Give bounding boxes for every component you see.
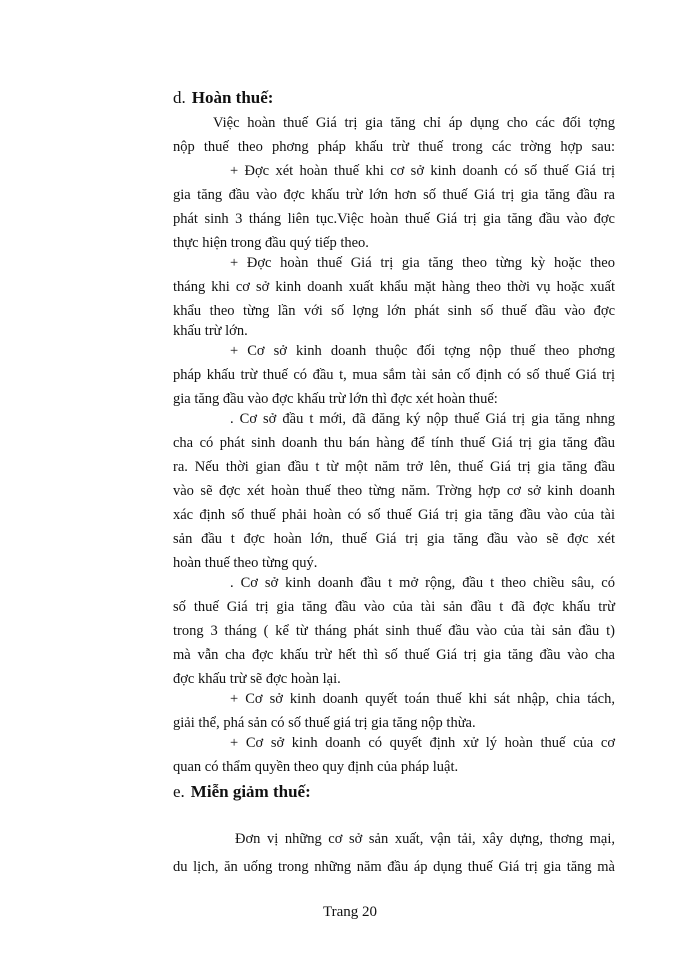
section-e-line: Đơn vị những cơ sở sản xuất, vận tải, xây dựng, thơng mại, [235, 831, 615, 847]
section-d-line: khẩu theo từng lần với số lợng lớn phát sinh số thuế đầu vào đợc [173, 303, 615, 319]
section-d-line: hoàn thuế theo từng quý. [173, 555, 318, 571]
section-d-line: Việc hoàn thuế Giá trị gia tăng chỉ áp dụng cho các đối tợng [213, 115, 615, 131]
page-number: Trang 20 [322, 904, 378, 920]
section-d-line: phát sinh 3 tháng liên tục.Việc hoàn thuế Giá trị gia tăng đầu vào đợc [173, 211, 615, 227]
section-d-line: gia tăng đầu vào đợc khấu trừ lớn hơn số thuế Giá trị gia tăng đầu ra [173, 187, 615, 203]
section-d-line: nộp thuế theo phơng pháp khấu trừ thuế trong các trờng hợp sau: [173, 139, 615, 155]
section-d-line: xác định số thuế phải hoàn có số thuế Giá trị gia tăng đầu vào của tài [173, 507, 615, 523]
section-d-line: vào sẽ đợc xét hoàn thuế theo từng năm. Trờng hợp cơ sở kinh doanh [173, 483, 615, 499]
section-d-line: . Cơ sở đầu t mới, đã đăng ký nộp thuế Giá trị gia tăng nhng [230, 411, 615, 427]
section-d-line: pháp khấu trừ thuế có đầu t, mua sắm tài sản cố định có số thuế Giá trị [173, 367, 615, 383]
section-d-heading [173, 88, 273, 108]
section-e-line: du lịch, ăn uống trong những năm đầu áp dụng thuế Giá trị gia tăng mà [173, 859, 615, 875]
section-d-line: + Đợc hoàn thuế Giá trị gia tăng theo từng kỳ hoặc theo [230, 255, 615, 271]
section-d-line: ra. Nếu thời gian đầu t từ một năm trở lên, thuế Giá trị gia tăng đầu [173, 459, 615, 475]
section-d-line: tháng khi cơ sở kinh doanh xuất khẩu mặt hàng theo thời vụ hoặc xuất [173, 279, 615, 295]
section-d-title: Hoàn thuế: [191, 88, 274, 107]
section-d-line: giải thể, phá sản có số thuế giá trị gia tăng nộp thừa. [173, 715, 476, 731]
section-d-line: trong 3 tháng ( kể từ tháng phát sinh thuế đầu vào của tài sản đầu t) [173, 623, 615, 639]
section-d-line: gia tăng đầu vào đợc khấu trừ lớn thì đợc xét hoàn thuế: [173, 391, 498, 407]
section-d-line: cha có phát sinh doanh thu bán hàng để tính thuế Giá trị gia tăng đầu [173, 435, 615, 451]
section-d-line: + Cơ sở kinh doanh quyết toán thuế khi sát nhập, chia tách, [230, 691, 615, 707]
section-e-heading [173, 782, 311, 802]
section-d-line: + Đợc xét hoàn thuế khi cơ sở kinh doanh có số thuế Giá trị [230, 163, 615, 179]
section-d-line: số thuế Giá trị gia tăng đầu vào của tài sản đầu t đã đợc khấu trừ [173, 599, 615, 615]
section-e-marker: e. [173, 782, 185, 801]
section-d-line: đợc khấu trừ sẽ đợc hoàn lại. [173, 671, 341, 687]
section-d-line: + Cơ sở kinh doanh thuộc đối tợng nộp thuế theo phơng [230, 343, 615, 359]
section-d-line: sản đầu t đợc hoàn lớn, thuế Giá trị gia tăng đầu vào sẽ đợc xét [173, 531, 615, 547]
section-d-line: + Cơ sở kinh doanh có quyết định xử lý hoàn thuế của cơ [230, 735, 615, 751]
section-d-line: thực hiện trong đầu quý tiếp theo. [173, 235, 369, 251]
section-d-line: mà vẫn cha đợc khấu trừ hết thì số thuế Giá trị gia tăng đầu vào cha [173, 647, 615, 663]
section-d-marker: d. [173, 88, 186, 107]
section-d-line: quan có thẩm quyền theo quy định của pháp luật. [173, 759, 459, 775]
section-e-title: Miễn giảm thuế: [190, 782, 311, 801]
section-d-line: . Cơ sở kinh doanh đầu t mở rộng, đầu t theo chiều sâu, có [230, 575, 615, 591]
section-d-line: khấu trừ lớn. [173, 323, 248, 339]
